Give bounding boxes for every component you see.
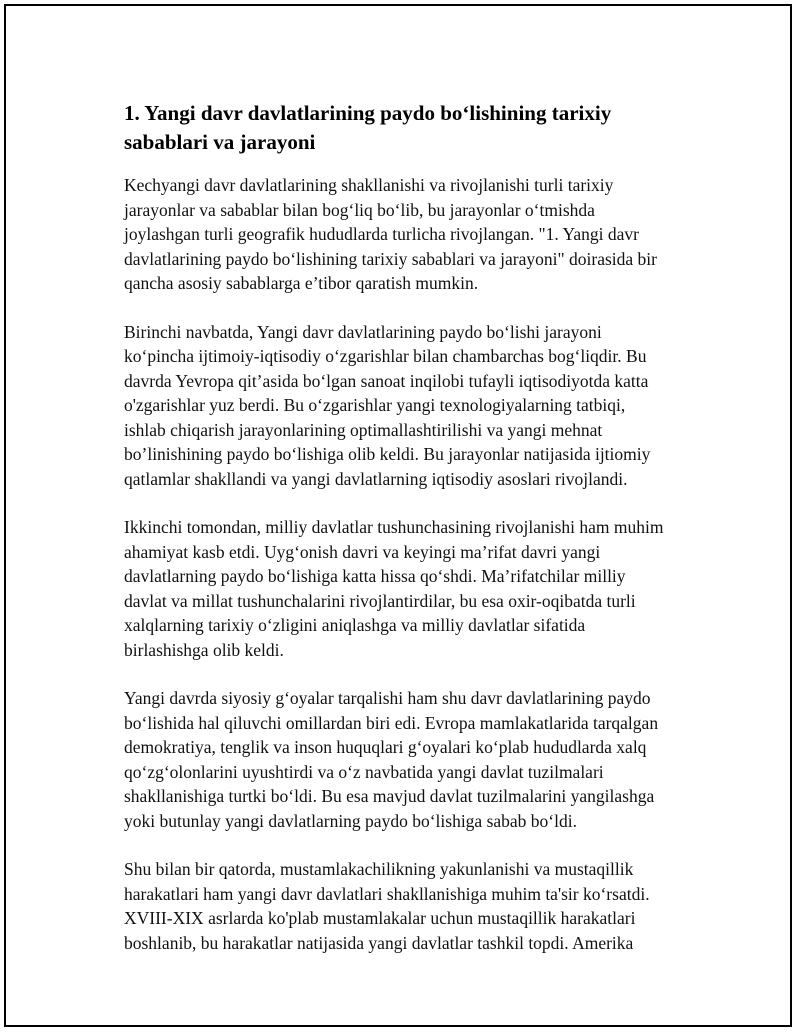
section-heading (124, 99, 704, 157)
text-line: ko‘pincha ijtimoiy-iqtisodiy o‘zgarishlar bilan chambarchas bog‘liqdir. Bu (124, 346, 647, 366)
text-line: Shu bilan bir qatorda, mustamlakachilikning yakunlanishi va mustaqillik (124, 859, 634, 879)
text-line: yoki butunlay yangi davlatlarning paydo bo‘lishiga sabab bo‘ldi. (124, 810, 577, 831)
text-line: ishlab chiqarish jarayonlarining optimallashtirilishi va yangi mehnat (124, 419, 603, 440)
heading-line: 1. Yangi davr davlatlarining paydo bo‘lishining tarixiy (124, 101, 612, 125)
heading-line: sabablari va jarayoni (124, 130, 316, 154)
text-line: bo‘lishida hal qiluvchi omillardan biri edi. Evropa mamlakatlarida tarqalgan (124, 712, 659, 733)
text-line: ahamiyat kasb etdi. Uyg‘onish davri va keyingi ma’rifat davri yangi (124, 541, 601, 562)
text-line: qo‘zg‘olonlarini uyushtirdi va o‘z navbatida yangi davlat tuzilmalari (124, 761, 604, 782)
text-line: Birinchi navbatda, Yangi davr davlatlarining paydo bo‘lishi jarayoni (124, 321, 602, 342)
document-content (124, 99, 704, 979)
paragraph-4 (124, 686, 704, 833)
text-line: qatlamlar shakllandi va yangi davlatlarning iqtisodiy asoslari rivojlandi. (124, 468, 628, 489)
text-line: Yangi davrda siyosiy g‘oyalar tarqalishi ham shu davr davlatlarining paydo (124, 688, 651, 708)
text-line: xalqlarning tarixiy o‘zligini aniqlashga va milliy davlatlar sifatida (124, 615, 586, 635)
text-line: Kechyangi davr davlatlarining shakllanishi va rivojlanishi turli tarixiy (124, 175, 614, 195)
paragraph-5 (124, 857, 704, 955)
text-line: o'zgarishlar yuz berdi. Bu o‘zgarishlar yangi texnologiyalarning tatbiqi, (124, 395, 626, 415)
text-line: XVIII-XIX asrlarda ko'plab mustamlakalar uchun mustaqillik harakatlari (124, 908, 636, 928)
text-line: jarayonlar va sabablar bilan bog‘liq bo‘lib, bu jarayonlar o‘tmishda (124, 199, 595, 220)
text-line: davrda Yevropa qit’asida bo‘lgan sanoat inqilobi tufayli iqtisodiyotda katta (124, 370, 649, 391)
text-line: harakatlari ham yangi davr davlatlari shakllanishiga muhim ta'sir ko‘rsatdi. (124, 883, 650, 904)
text-line: davlatlarning paydo bo‘lishiga katta hissa qo‘shdi. Ma’rifatchilar milliy (124, 566, 626, 586)
text-line: shakllanishiga turtki bo‘ldi. Bu esa mavjud davlat tuzilmalarini yangilashga (124, 786, 655, 806)
text-line: Ikkinchi tomondan, milliy davlatlar tushunchasining rivojlanishi ham muhim (124, 517, 664, 537)
document-page (4, 4, 792, 1027)
text-line: qancha asosiy sabablarga e’tibor qaratish mumkin. (124, 273, 479, 293)
paragraph-2 (124, 320, 704, 492)
text-line: birlashishga olib keldi. (124, 639, 284, 660)
paragraph-3 (124, 515, 704, 662)
text-line: davlat va millat tushunchalarini rivojlantirdilar, bu esa oxir-oqibatda turli (124, 590, 636, 611)
text-line: joylashgan turli geografik hududlarda turlicha rivojlangan. "1. Yangi davr (124, 224, 640, 244)
text-line: boshlanib, bu harakatlar natijasida yangi davlatlar tashkil topdi. Amerika (124, 932, 634, 953)
paragraph-1 (124, 173, 704, 296)
text-line: demokratiya, tenglik va inson huquqlari g‘oyalari ko‘plab hududlarda xalq (124, 737, 647, 757)
text-line: bo’linishining paydo bo‘lishiga olib keldi. Bu jarayonlar natijasida ijtiomiy (124, 444, 651, 464)
text-line: davlatlarining paydo bo‘lishining tarixiy sabablari va jarayoni" doirasida bir (124, 248, 657, 269)
